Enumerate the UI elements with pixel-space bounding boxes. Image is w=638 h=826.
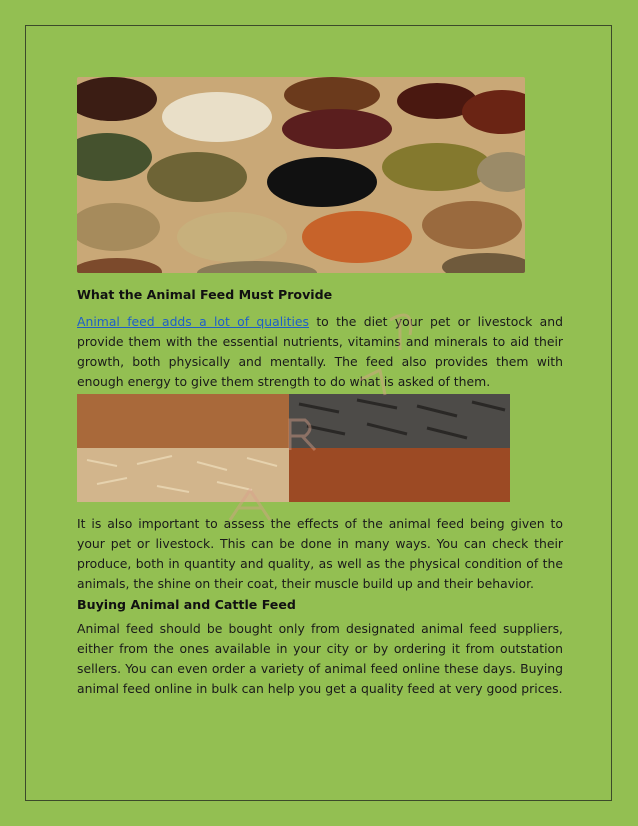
paragraph-buying-feed: Animal feed should be bought only from designated animal feed suppliers, either from the ones available in your city or by ordering it from outstation sellers. You can even order a variety of animal feed online these days. Buying animal feed online in bulk can help you get a quality feed at very good prices. (77, 621, 563, 696)
feed-textures-image (77, 394, 510, 502)
heading-what-feed-must-provide: What the Animal Feed Must Provide (77, 287, 333, 302)
grain-sacks-image (77, 77, 525, 273)
feed-qualities-link[interactable]: Animal feed adds a lot of qualities (77, 314, 309, 329)
heading-buying-feed: Buying Animal and Cattle Feed (77, 597, 296, 612)
paragraph-feed-qualities-text: to the diet your pet or livestock and provide them with the essential nutrients, vitamins and minerals to aid their growth, both physically and mentally. The feed also provides them with enough energy to give them strength to do what is asked of them. (77, 314, 563, 389)
paragraph-assess-effects: It is also important to assess the effects of the animal feed being given to your pet or livestock. This can be done in many ways. You can check their produce, both in quantity and quality, as well as the physical condition of the animals, the shine on their coat, their muscle build up and their behavior. (77, 516, 563, 591)
paragraph-feed-qualities (77, 312, 563, 392)
